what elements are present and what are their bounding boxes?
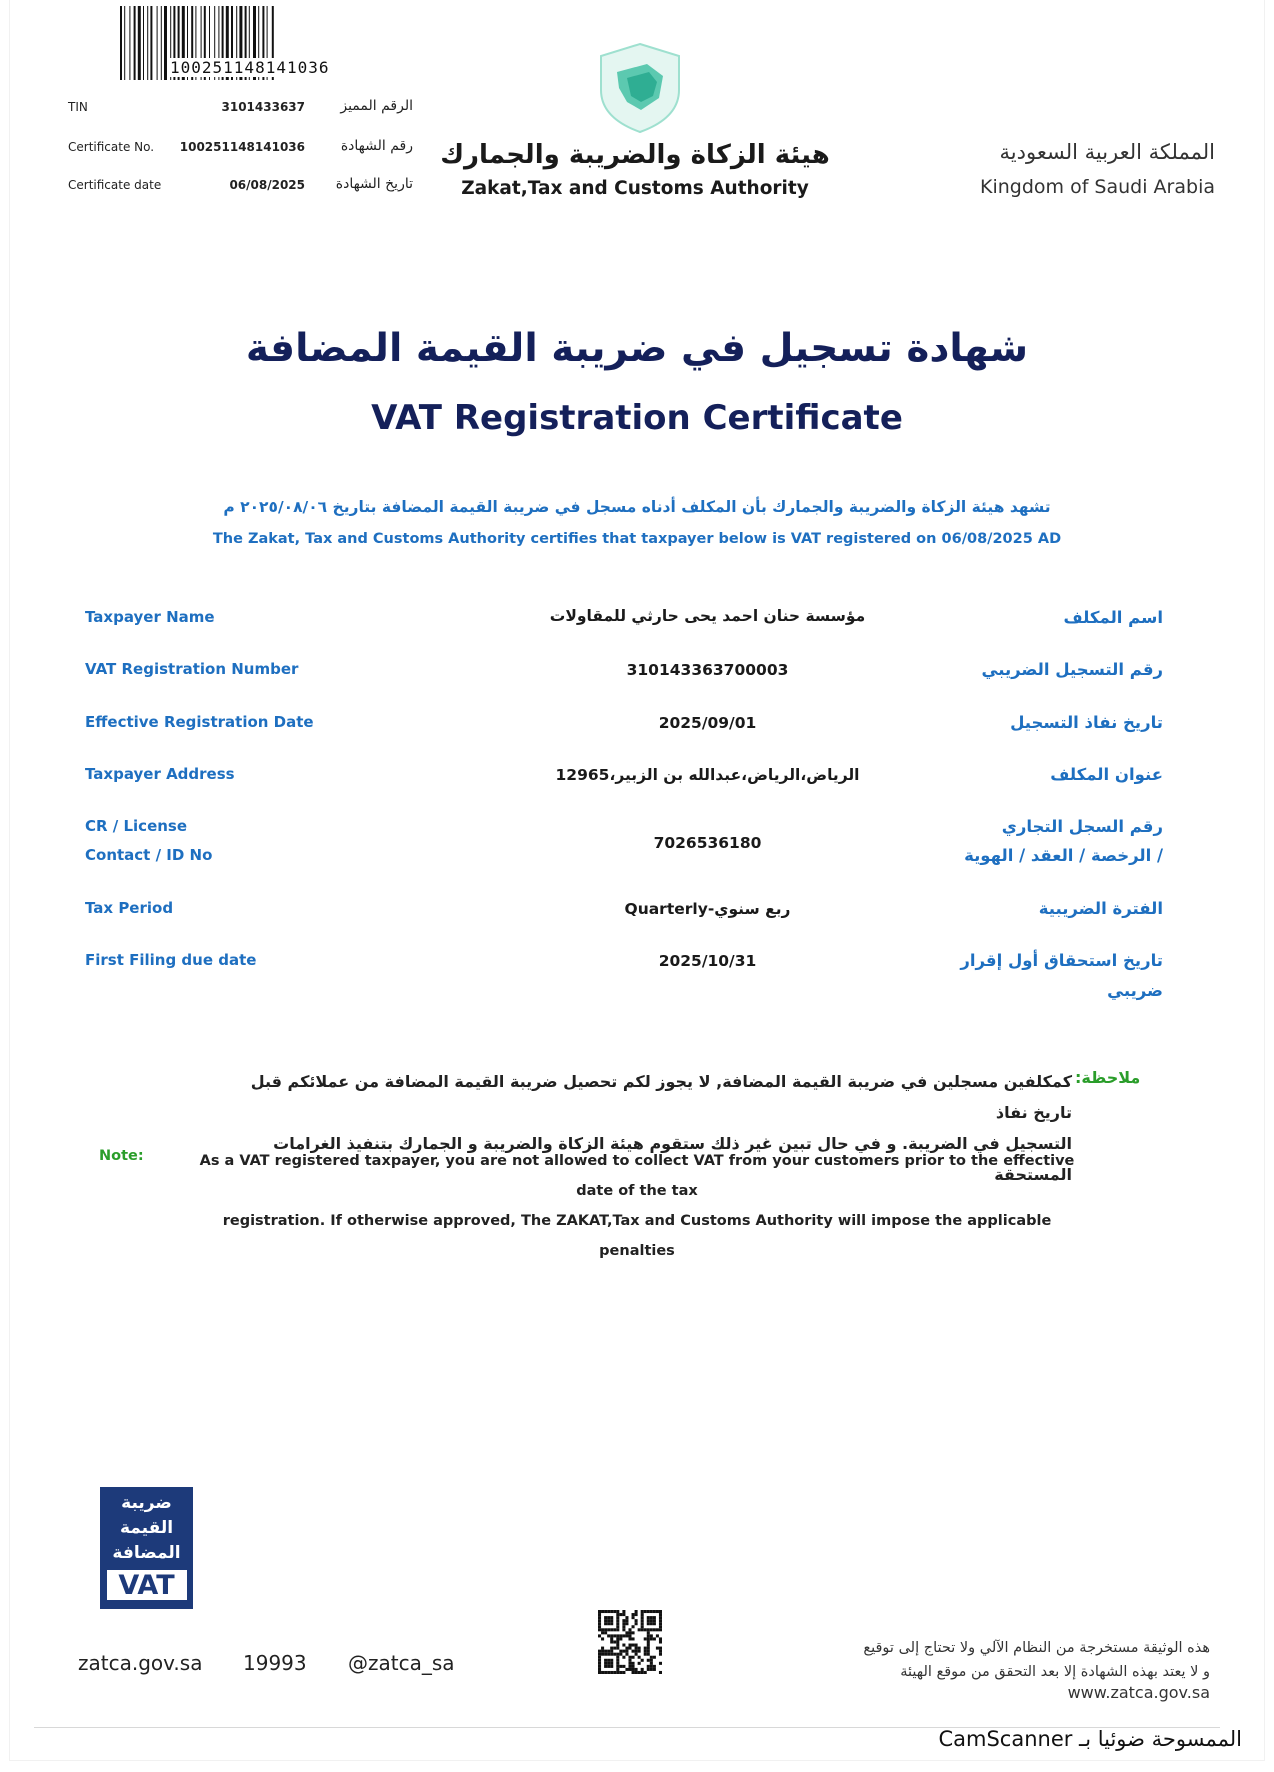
row-label-en: Effective Registration Date [85, 713, 314, 731]
meta-label-ar: رقم الشهادة [340, 138, 413, 154]
row-value: مؤسسة حنان احمد يحى حارثي للمقاولات [549, 607, 866, 625]
footer-website[interactable]: zatca.gov.sa [78, 1651, 203, 1675]
row-taxpayer-address [85, 760, 1163, 790]
row-label-en: VAT Registration Number [85, 660, 299, 678]
row-value: 2025/10/31 [658, 952, 757, 970]
row-label-en: Tax Period [85, 899, 174, 917]
qr-code-icon [598, 1610, 662, 1674]
meta-value: 100251148141036 [179, 140, 305, 154]
row-value: الرياض،الرياض،عبدالله بن الزبير،12965 [555, 766, 860, 784]
note-text-en-line: As a VAT registered taxpayer, you are not allowed to collect VAT from your customers prior to the effective date of the tax [199, 1153, 1075, 1199]
row-tax-period [85, 894, 1163, 924]
barcode-number: 100251148141036 [170, 58, 330, 77]
note-text-en-line: registration. If otherwise approved, The ZAKAT,Tax and Customs Authority will impose the applicable penalties [222, 1213, 1052, 1259]
row-label-en: First Filing due date [85, 951, 257, 969]
row-value: 310143363700003 [626, 661, 789, 679]
row-label-ar: رقم السجل التجاري [1001, 817, 1163, 836]
row-value: 7026536180 [653, 834, 762, 852]
certifies-statement-ar: تشهد هيئة الزكاة والضريبة والجمارك بأن المكلف أدناه مسجل في ضريبة القيمة المضافة بتاريخ ٢٠٢٥/٠٨/٠٦ م [223, 498, 1051, 516]
certifies-statement-en: The Zakat, Tax and Customs Authority certifies that taxpayer below is VAT registered on 06/08/2025 AD [212, 531, 1062, 547]
row-taxpayer-name [85, 603, 1163, 633]
row-first-filing-due-date [85, 946, 1163, 1006]
note-text-ar-line: كمكلفين مسجلين في ضريبة القيمة المضافة, لا يجوز لكم تحصيل ضريبة القيمة المضافة من عملائكم قبل تاريخ نفاذ [250, 1072, 1072, 1122]
footer-handle[interactable]: @zatca_sa [348, 1651, 455, 1675]
row-label-ar-2: ضريبي [1107, 981, 1163, 1000]
row-label-ar: تاريخ استحقاق أول إقرار [960, 951, 1163, 970]
row-label-ar: تاريخ نفاذ التسجيل [1010, 713, 1163, 732]
footer-disclaimer [760, 1636, 1210, 1684]
note-text-ar-line: التسجيل في الضريبة. و في حال تبين غير ذلك ستقوم هيئة الزكاة والضريبة و الجمارك بتنفيذ الغرامات المستحقة [273, 1134, 1072, 1184]
vat-logo [100, 1487, 193, 1609]
row-effective-registration-date [85, 708, 1163, 738]
meta-label-en: Certificate No. [68, 140, 155, 154]
authority-name-en: Zakat,Tax and Customs Authority [461, 178, 809, 199]
certificate-title-ar: شهادة تسجيل في ضريبة القيمة المضافة [245, 326, 1029, 371]
meta-value: 06/08/2025 [229, 178, 305, 192]
row-label-ar: اسم المكلف [1063, 608, 1163, 627]
kingdom-name-ar: المملكة العربية السعودية [999, 140, 1215, 164]
row-label-ar: رقم التسجيل الضريبي [981, 660, 1163, 679]
meta-value: 3101433637 [221, 100, 305, 114]
meta-certificate-date [68, 178, 413, 198]
row-cr-license [85, 812, 1163, 872]
row-vat-registration-number [85, 655, 1163, 685]
footer-url[interactable]: www.zatca.gov.sa [1067, 1683, 1210, 1702]
row-label-ar: عنوان المكلف [1050, 765, 1163, 784]
meta-label-ar: الرقم المميز [340, 98, 413, 114]
row-label-en: Taxpayer Name [85, 608, 215, 626]
row-value: Quarterly-ربع سنوي [624, 900, 791, 918]
kingdom-name-en: Kingdom of Saudi Arabia [980, 176, 1215, 198]
meta-certificate-no [68, 140, 413, 160]
certificate-title-en: VAT Registration Certificate [371, 398, 903, 438]
vat-logo-line: القيمة [119, 1518, 174, 1538]
authority-name-ar: هيئة الزكاة والضريبة والجمارك [440, 140, 830, 170]
note-label-ar: ملاحظة: [1075, 1068, 1141, 1087]
note-text-en [184, 1146, 1090, 1266]
camscanner-watermark: الممسوحة ضوئيا بـ CamScanner [938, 1727, 1242, 1751]
vat-logo-badge: VAT [107, 1570, 187, 1600]
vat-logo-line: ضريبة [121, 1493, 172, 1513]
row-label-en-2: Contact / ID No [85, 846, 213, 864]
footer-disclaimer-line: هذه الوثيقة مستخرجة من النظام الآلي ولا تحتاج إلى توقيع [863, 1640, 1210, 1656]
row-label-ar-2: / الرخصة / العقد / الهوية [964, 846, 1163, 865]
footer-disclaimer-line: و لا يعتد بهذه الشهادة إلا بعد التحقق من موقع الهيئة [900, 1664, 1210, 1680]
row-value: 2025/09/01 [658, 714, 757, 732]
zatca-logo-icon [597, 42, 683, 134]
meta-tin [68, 100, 413, 120]
meta-label-en: Certificate date [68, 178, 162, 192]
note-label-en: Note: [99, 1148, 144, 1164]
row-label-en: Taxpayer Address [85, 765, 235, 783]
certificate-page [10, 0, 1264, 1760]
vat-logo-line: المضافة [112, 1543, 181, 1563]
footer-phone: 19993 [243, 1651, 307, 1675]
meta-label-en: TIN [68, 100, 88, 114]
row-label-en: CR / License [85, 817, 188, 835]
meta-label-ar: تاريخ الشهادة [335, 176, 413, 192]
row-label-ar: الفترة الضريبية [1038, 899, 1163, 918]
